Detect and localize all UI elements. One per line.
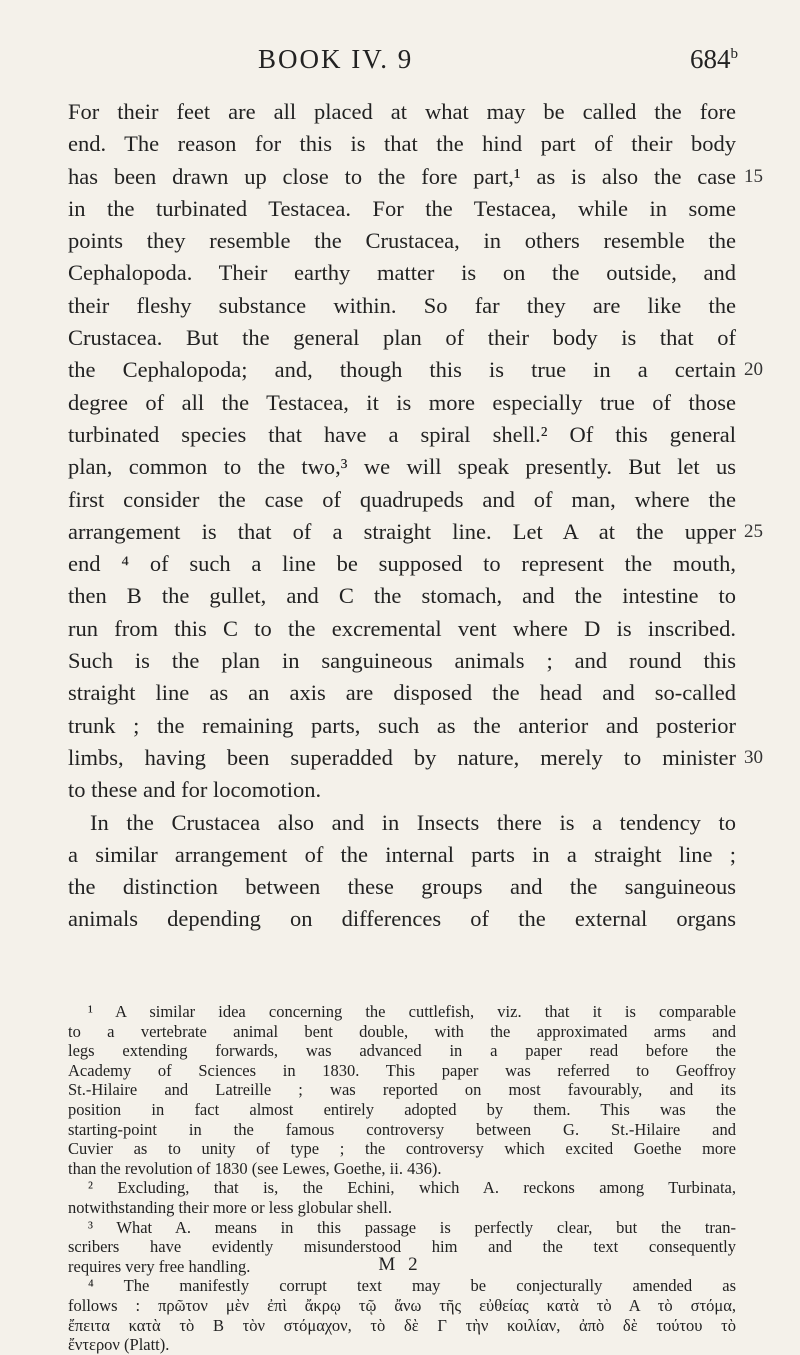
running-head: [0, 44, 800, 84]
footnote-line: to a vertebrate animal bent double, with the approximated arms and: [68, 1021, 736, 1041]
footnote-line: ² Excluding, that is, the Echini, which A. reckons among Turbinata,: [88, 1178, 736, 1198]
line-text: the distinction between these groups and the sanguineous: [68, 874, 736, 900]
footnote-line: ³ What A. means in this passage is perfectly clear, but the tran-: [88, 1217, 736, 1237]
text-line: [68, 128, 736, 160]
text-line: [68, 710, 736, 742]
line-number: 15: [744, 165, 763, 187]
line-text: has been drawn up close to the fore part,¹ as is also the case: [68, 163, 736, 189]
line-text: Crustacea. But the general plan of their body is that of: [68, 325, 736, 351]
text-line: [68, 161, 763, 193]
text-line: [68, 871, 736, 903]
line-text: Such is the plan in sanguineous animals ; and round this: [68, 648, 736, 674]
footnote-line: ⁴ The manifestly corrupt text may be conjecturally amended as: [88, 1276, 736, 1296]
text-line: [68, 451, 736, 483]
text-line: [68, 580, 736, 612]
line-text: degree of all the Testacea, it is more especially true of those: [68, 389, 736, 415]
text-line: [68, 257, 736, 289]
line-text: their fleshy substance within. So far they are like the: [68, 292, 736, 318]
footnote-line: St.-Hilaire and Latreille ; was reported on most favourably, and its: [68, 1080, 736, 1100]
text-line: [68, 613, 736, 645]
line-text: a similar arrangement of the internal parts in a straight line ;: [68, 841, 736, 867]
footnote-line: requires very free handling.: [68, 1256, 251, 1276]
text-line: [68, 354, 763, 386]
line-text: points they resemble the Crustacea, in others resemble the: [68, 228, 736, 254]
text-line: [68, 774, 736, 806]
text-line: [68, 645, 736, 677]
line-text: In the Crustacea also and in Insects there is a tendency to: [90, 809, 736, 835]
footnote-line: scribers have evidently misunderstood him and the text consequently: [68, 1237, 736, 1257]
line-text: arrangement is that of a straight line. Let A at the upper: [68, 518, 736, 544]
text-line: [68, 548, 736, 580]
line-text: to these and for locomotion.: [68, 777, 322, 803]
footnote-line: notwithstanding their more or less globular shell.: [68, 1197, 392, 1217]
footnotes: [68, 1002, 736, 1355]
text-line: [68, 677, 736, 709]
line-text: trunk ; the remaining parts, such as the anterior and posterior: [68, 712, 736, 738]
footnote-line: than the revolution of 1830 (see Lewes, Goethe, ii. 436).: [68, 1158, 442, 1178]
text-line: [68, 290, 736, 322]
line-text: the Cephalopoda; and, though this is true in a certain: [68, 357, 736, 383]
footnote-line: position in fact almost entirely adopted by them. This was the: [68, 1099, 736, 1119]
line-text: straight line as an axis are disposed the head and so-called: [68, 680, 736, 706]
text-line: [68, 96, 736, 128]
footnote-line: ¹ A similar idea concerning the cuttlefish, viz. that it is comparable: [88, 1002, 736, 1021]
line-text: Cephalopoda. Their earthy matter is on the outside, and: [68, 260, 736, 286]
text-line: [68, 903, 736, 935]
page-number-suffix: b: [730, 46, 738, 62]
text-line: [68, 807, 736, 839]
line-text: plan, common to the two,³ we will speak presently. But let us: [68, 454, 736, 480]
main-text: [68, 96, 763, 936]
line-text: end ⁴ of such a line be supposed to represent the mouth,: [68, 551, 736, 577]
text-line: [68, 193, 736, 225]
line-text: in the turbinated Testacea. For the Testacea, while in some: [68, 195, 736, 221]
line-text: animals depending on differences of the external organs: [68, 906, 736, 932]
page-number: [690, 44, 738, 75]
line-text: run from this C to the excremental vent where D is inscribed.: [68, 615, 736, 641]
text-line: [68, 839, 736, 871]
text-line: [68, 322, 736, 354]
line-number: 30: [744, 746, 763, 768]
text-line: [68, 419, 736, 451]
footnote-line: starting-point in the famous controversy between G. St.-Hilaire and: [68, 1119, 736, 1139]
line-text: end. The reason for this is that the hind part of their body: [68, 131, 736, 157]
text-line: [68, 742, 763, 774]
footnote-line: follows : πρῶτον μὲν ἐπὶ ἄκρῳ τῷ ἄνω τῆς εὐθείας κατὰ τὸ Α τὸ στόμα,: [68, 1295, 736, 1315]
line-text: turbinated species that have a spiral shell.² Of this general: [68, 421, 736, 447]
line-text: For their feet are all placed at what may be called the fore: [68, 99, 736, 124]
text-line: [68, 516, 763, 548]
footnote-line: ἔπειτα κατὰ τὸ Β τὸν στόμαχον, τὸ δὲ Γ τὴν κοιλίαν, ἀπὸ δὲ τούτου τὸ: [68, 1315, 736, 1335]
line-text: first consider the case of quadrupeds and of man, where the: [68, 486, 736, 512]
footnote-line: ἔντερον (Platt).: [68, 1335, 170, 1355]
footnote-line: Academy of Sciences in 1830. This paper was referred to Geoffroy: [68, 1060, 736, 1080]
text-line: [68, 387, 736, 419]
text-line: [68, 484, 736, 516]
signature-mark: M 2: [378, 1254, 422, 1275]
text-line: [68, 225, 736, 257]
footnote-line: legs extending forwards, was advanced in a paper read before the: [68, 1041, 736, 1061]
page-number-value: 684: [690, 44, 731, 74]
line-text: limbs, having been superadded by nature, merely to minister: [68, 744, 736, 770]
footnote-line: Cuvier as to unity of type ; the controversy which excited Goethe more: [68, 1139, 736, 1159]
line-number: 25: [744, 520, 763, 542]
line-number: 20: [744, 359, 763, 381]
running-head-title: BOOK IV. 9: [258, 44, 414, 74]
line-text: then B the gullet, and C the stomach, and the intestine to: [68, 583, 736, 609]
